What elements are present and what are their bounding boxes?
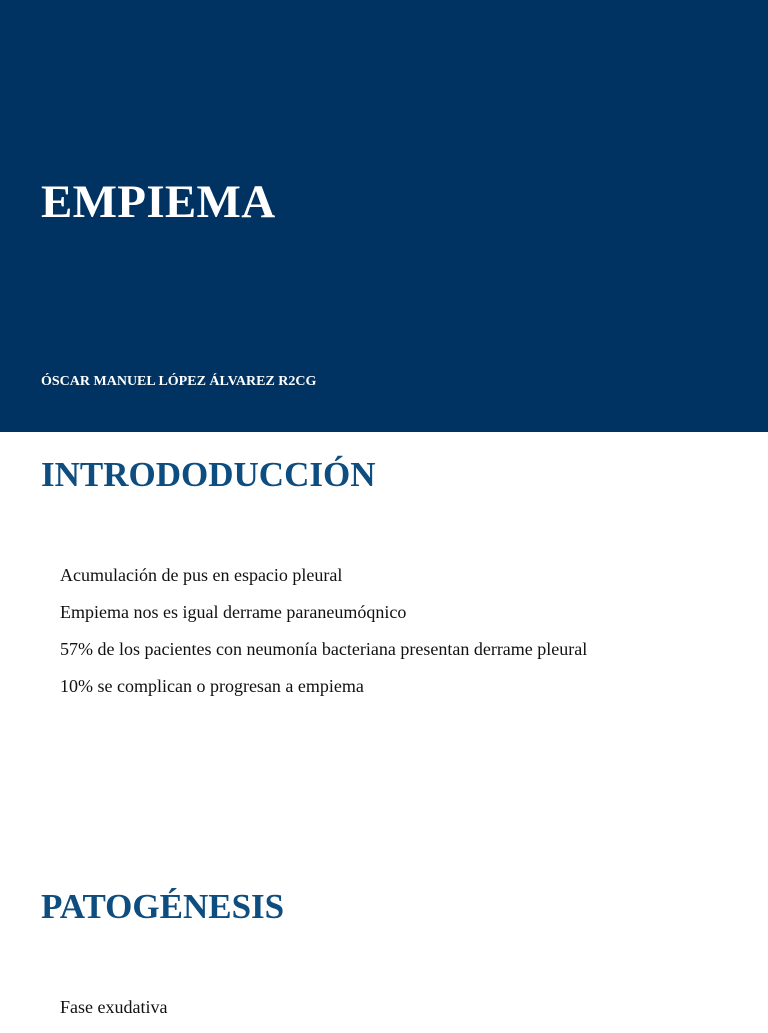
- author-name: ÓSCAR MANUEL LÓPEZ ÁLVAREZ R2CG: [41, 374, 317, 389]
- pathogenesis-slide: [0, 864, 768, 1024]
- bullet-item: Fase exudativa: [60, 997, 168, 1017]
- pathogenesis-bullet-list: [60, 996, 167, 1033]
- pathogenesis-heading: PATOGÉNESIS: [41, 887, 285, 926]
- bullet-item: 57% de los pacientes con neumonía bacteriana presentan derrame pleural: [60, 639, 588, 659]
- bullet-item: 10% se complican o progresan a empiema: [60, 676, 364, 696]
- bullet-item: Empiema nos es igual derrame paraneumóqnico: [60, 602, 407, 622]
- bullet-item: Acumulación de pus en espacio pleural: [60, 565, 343, 585]
- introduction-bullet-list: [60, 564, 587, 712]
- introduction-heading: INTRODODUCCIÓN: [41, 455, 376, 494]
- presentation-title: EMPIEMA: [41, 176, 276, 228]
- introduction-slide: [0, 432, 768, 864]
- title-slide: [0, 0, 768, 432]
